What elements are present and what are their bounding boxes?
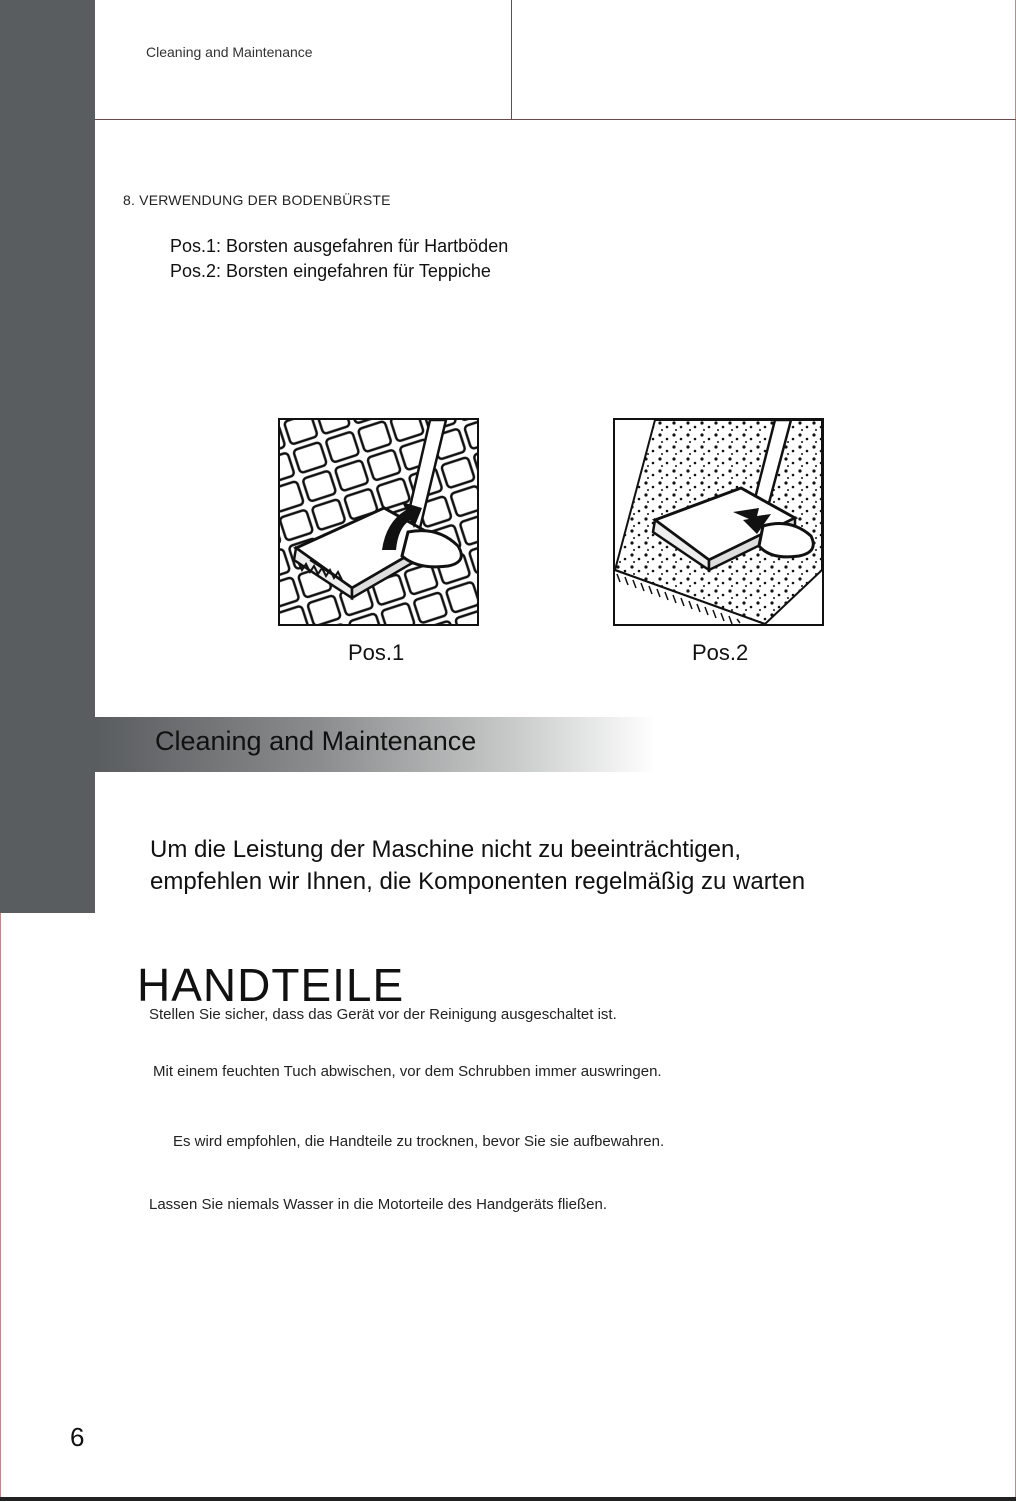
bottom-rule bbox=[0, 1497, 1016, 1501]
carpet-brush-icon bbox=[615, 420, 822, 624]
pos1-caption: Pos.1 bbox=[348, 640, 405, 665]
pos2-caption: Pos.2 bbox=[692, 640, 749, 665]
intro-line-2: empfehlen wir Ihnen, die Komponenten regelmäßig zu warten bbox=[150, 868, 806, 895]
section-heading: 8. VERWENDUNG DER BODENBÜRSTE bbox=[123, 192, 391, 208]
instruction-2: Mit einem feuchten Tuch abwischen, vor dem Schrubben immer auswringen. bbox=[153, 1063, 662, 1080]
instruction-3: Es wird empfohlen, die Handteile zu trocknen, bevor Sie sie aufbewahren. bbox=[173, 1133, 665, 1150]
instruction-1: Stellen Sie sicher, dass das Gerät vor der Reinigung ausgeschaltet ist. bbox=[149, 1006, 617, 1023]
carpet-brush-illustration bbox=[613, 418, 824, 626]
instruction-4: Lassen Sie niemals Wasser in die Motorteile des Handgeräts fließen. bbox=[149, 1196, 607, 1213]
hard-floor-brush-icon bbox=[280, 420, 477, 624]
header-title: Cleaning and Maintenance bbox=[146, 44, 313, 60]
header-divider-vertical bbox=[511, 0, 512, 119]
page-number: 6 bbox=[70, 1422, 85, 1452]
sidebar-bar bbox=[0, 0, 95, 913]
intro-line-1: Um die Leistung der Maschine nicht zu beeinträchtigen, bbox=[150, 836, 741, 863]
hard-floor-brush-illustration bbox=[278, 418, 479, 626]
pos1-description: Pos.1: Borsten ausgefahren für Hartböden bbox=[170, 236, 509, 256]
header-divider-horizontal bbox=[95, 119, 1016, 120]
banner-title: Cleaning and Maintenance bbox=[155, 726, 477, 756]
handteile-title: HANDTEILE bbox=[137, 959, 405, 1011]
pos2-description: Pos.2: Borsten eingefahren für Teppiche bbox=[170, 261, 491, 281]
